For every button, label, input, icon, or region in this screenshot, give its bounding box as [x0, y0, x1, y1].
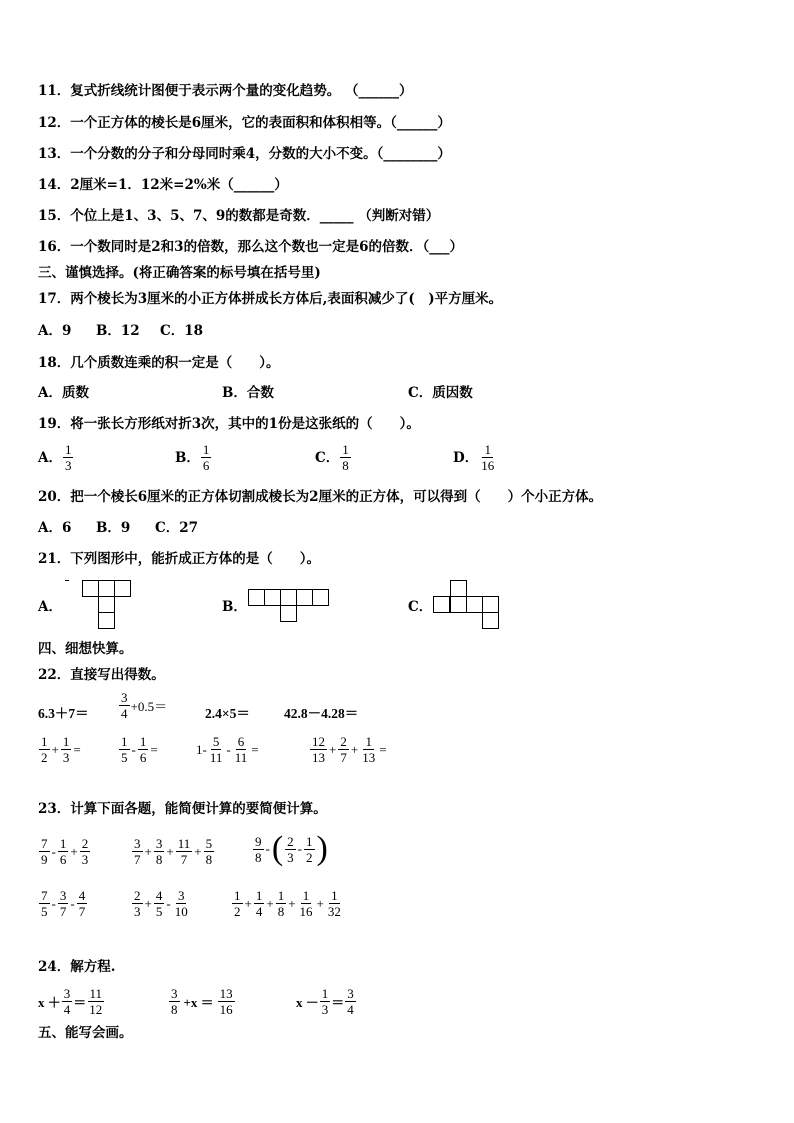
question-23: 23．计算下面各题，能简便计算的要简便计算。: [38, 801, 327, 817]
q17-option-c: C．18: [160, 323, 204, 339]
operator: -: [166, 895, 171, 911]
fraction: $\frac{1}{2}$: [41, 734, 48, 765]
q24-eq1-result: $\frac{11}{12}$: [89, 986, 103, 1017]
fraction: $\frac{1}{4}$: [255, 888, 263, 919]
fraction: $\frac{9}{8}$: [255, 833, 262, 865]
operator: +: [144, 843, 152, 859]
fraction: $\frac{3}{10}$: [174, 888, 188, 919]
q24-eq2-fraction: $\frac{3}{8}$: [171, 986, 178, 1017]
section-4-heading: 四、细想快算。: [38, 641, 133, 657]
q22-expr-6: [118, 734, 159, 765]
fraction: $\frac{2}{3}$: [287, 833, 294, 865]
fraction: $\frac{7}{5}$: [41, 888, 48, 919]
question-19: 19．将一张长方形纸对折3次，其中的1份是这张纸的（ ）。: [38, 416, 420, 432]
section-3-heading: 三、谨慎选择。(将正确答案的标号填在括号里): [38, 265, 321, 281]
q24-eq3-fraction: $\frac{1}{3}$: [321, 986, 329, 1017]
q20-option-a: A．6: [38, 520, 72, 536]
q19-b-fraction: $\frac{1}{6}$: [202, 442, 210, 473]
cube-net-a: [65, 580, 135, 632]
question-17: 17．两个棱长为3厘米的小正方体拼成长方体后,表面积减少了( )平方厘米。: [38, 291, 503, 307]
q23-expr-2a: [38, 888, 88, 919]
q19-option-b: [175, 442, 212, 473]
section-5-heading: 五、能写会画。: [38, 1025, 133, 1041]
q19-a-label: A．: [38, 449, 62, 466]
fraction: $\frac{4}{7}$: [78, 888, 86, 919]
q17-option-b: B．12: [96, 323, 140, 339]
q23-expr-2b: [131, 888, 191, 919]
fraction: $\frac{2}{3}$: [134, 888, 141, 919]
q24-equation-1: [38, 986, 105, 1017]
q22-e7-lead: 1-: [196, 741, 207, 757]
question-21: 21．下列图形中，能折成正方体的是（ ）。: [38, 551, 321, 567]
q24-equation-3: [296, 986, 357, 1017]
operator: +: [350, 741, 359, 757]
operator: =: [251, 741, 259, 757]
fraction: $\frac{6}{11}$: [234, 734, 248, 765]
operator: -: [51, 843, 56, 859]
q18-option-a: A．质数: [38, 385, 89, 401]
q24-eq1-fraction: $\frac{3}{4}$: [63, 986, 71, 1017]
q24-eq1-x: x ＋: [38, 995, 61, 1010]
cube-net-c: [433, 580, 505, 632]
q23-1c-first: [252, 834, 271, 865]
q24-eq3-equals: ＝: [331, 995, 345, 1010]
q24-eq2-mid: +x ＝: [183, 995, 214, 1010]
question-18: 18．几个质数连乘的积一定是（ ）。: [38, 355, 280, 371]
operator: -: [297, 841, 303, 856]
operator: +: [51, 741, 59, 757]
q24-equation-2: [168, 986, 236, 1017]
q19-d-label: D．: [453, 449, 479, 466]
operator: =: [379, 741, 387, 757]
q18-option-b: B．合数: [222, 385, 274, 401]
q24-eq1-equals: ＝: [73, 995, 87, 1010]
operator: +: [329, 741, 337, 757]
q19-b-label: B．: [175, 449, 200, 466]
question-16: 16．一个数同时是2和3的倍数，那么这个数也一定是6的倍数．（___）: [38, 239, 463, 255]
q22-expr-3: 2.4×5＝: [205, 706, 250, 721]
operator: -: [70, 895, 75, 911]
fraction: $\frac{1}{3}$: [62, 734, 70, 765]
fraction: $\frac{5}{8}$: [205, 836, 213, 867]
q22-expr-2: [118, 690, 167, 721]
q24-eq3-result: $\frac{3}{4}$: [347, 986, 354, 1017]
fraction: $\frac{1}{6}$: [59, 836, 67, 867]
q24-eq3-x: x －: [296, 995, 319, 1010]
cube-net-b: [248, 589, 334, 625]
fraction: $\frac{3}{7}$: [134, 836, 141, 867]
operator: =: [150, 741, 158, 757]
question-13: 13．一个分数的分子和分母同时乘4，分数的大小不变。（________）: [38, 146, 451, 162]
q22-expr-7: [196, 734, 260, 765]
q19-option-c: [315, 442, 352, 473]
q18-option-c: C．质因数: [408, 385, 473, 401]
right-paren: ): [316, 830, 328, 867]
q21-option-a: A．: [38, 599, 62, 615]
fraction: $\frac{12}{13}$: [312, 734, 325, 765]
q22-expr-4: 42.8－4.28＝: [284, 706, 359, 721]
q23-expr-1c: [252, 832, 329, 866]
fraction: $\frac{7}{9}$: [41, 836, 48, 867]
q23-expr-2c: [231, 888, 344, 919]
q23-expr-1b: [131, 836, 215, 867]
fraction: $\frac{5}{11}$: [209, 734, 223, 765]
q23-1c-inner: [284, 834, 315, 865]
fraction: $\frac{3}{8}$: [155, 836, 163, 867]
question-14: 14．2厘米=1．12米=2%米（______）: [38, 177, 288, 193]
q22-e7-body: [207, 734, 260, 765]
fraction: $\frac{2}{7}$: [340, 734, 347, 765]
fraction: $\frac{1}{32}$: [327, 888, 341, 919]
operator: +: [70, 843, 78, 859]
q22-expr-1: 6.3＋7＝: [38, 706, 89, 721]
left-paren: (: [271, 830, 284, 867]
fraction: $\frac{11}{7}$: [177, 836, 191, 867]
q19-a-fraction: $\frac{1}{3}$: [64, 442, 72, 473]
fraction: $\frac{1}{6}$: [139, 734, 147, 765]
q24-eq2-result: $\frac{13}{16}$: [219, 986, 233, 1017]
operator: =: [73, 741, 81, 757]
q19-c-label: C．: [315, 449, 340, 466]
q19-option-d: [453, 442, 497, 473]
question-20: 20．把一个棱长6厘米的正方体切割成棱长为2厘米的正方体，可以得到（ ）个小正方体。: [38, 489, 603, 505]
q19-d-fraction: $\frac{1}{16}$: [481, 442, 495, 473]
operator: +: [244, 895, 252, 911]
q19-c-fraction: $\frac{1}{8}$: [342, 442, 349, 473]
q17-option-a: A．9: [38, 323, 72, 339]
question-12: 12．一个正方体的棱长是6厘米，它的表面积和体积相等。（______）: [38, 115, 451, 131]
operator: +: [316, 895, 324, 911]
operator: -: [265, 841, 270, 856]
q21-option-c: C．: [408, 599, 433, 615]
q20-option-b: B．9: [96, 520, 131, 536]
operator: +: [266, 895, 274, 911]
q19-option-a: [38, 442, 74, 473]
q22-e2-rest: +0.5＝: [130, 699, 168, 714]
question-22: 22．直接写出得数。: [38, 667, 165, 683]
q21-option-b: B．: [222, 599, 247, 615]
question-11: 11．复式折线统计图便于表示两个量的变化趋势。 （______）: [38, 83, 413, 99]
fraction: $\frac{1}{8}$: [277, 888, 285, 919]
operator: +: [194, 843, 202, 859]
operator: -: [51, 895, 56, 911]
fraction: $\frac{2}{3}$: [81, 836, 89, 867]
fraction: $\frac{3}{7}$: [59, 888, 67, 919]
operator: +: [288, 895, 296, 911]
operator: -: [226, 741, 231, 757]
fraction: $\frac{4}{5}$: [155, 888, 163, 919]
operator: +: [144, 895, 152, 911]
question-24: 24．解方程.: [38, 959, 116, 975]
q20-option-c: C．27: [155, 520, 199, 536]
operator: +: [166, 843, 174, 859]
fraction: $\frac{1}{16}$: [299, 888, 313, 919]
fraction: $\frac{1}{5}$: [121, 734, 128, 765]
fraction: $\frac{1}{2}$: [306, 833, 313, 865]
q22-e2-fraction: $\frac{3}{4}$: [121, 690, 128, 721]
q22-expr-5: [38, 734, 82, 765]
q22-expr-8: [309, 734, 388, 765]
fraction: $\frac{1}{2}$: [234, 888, 241, 919]
q23-expr-1a: [38, 836, 91, 867]
operator: -: [131, 741, 136, 757]
question-15: 15．个位上是1、3、5、7、9的数都是奇数．_____ （判断对错）: [38, 208, 440, 224]
fraction: $\frac{1}{13}$: [362, 734, 376, 765]
